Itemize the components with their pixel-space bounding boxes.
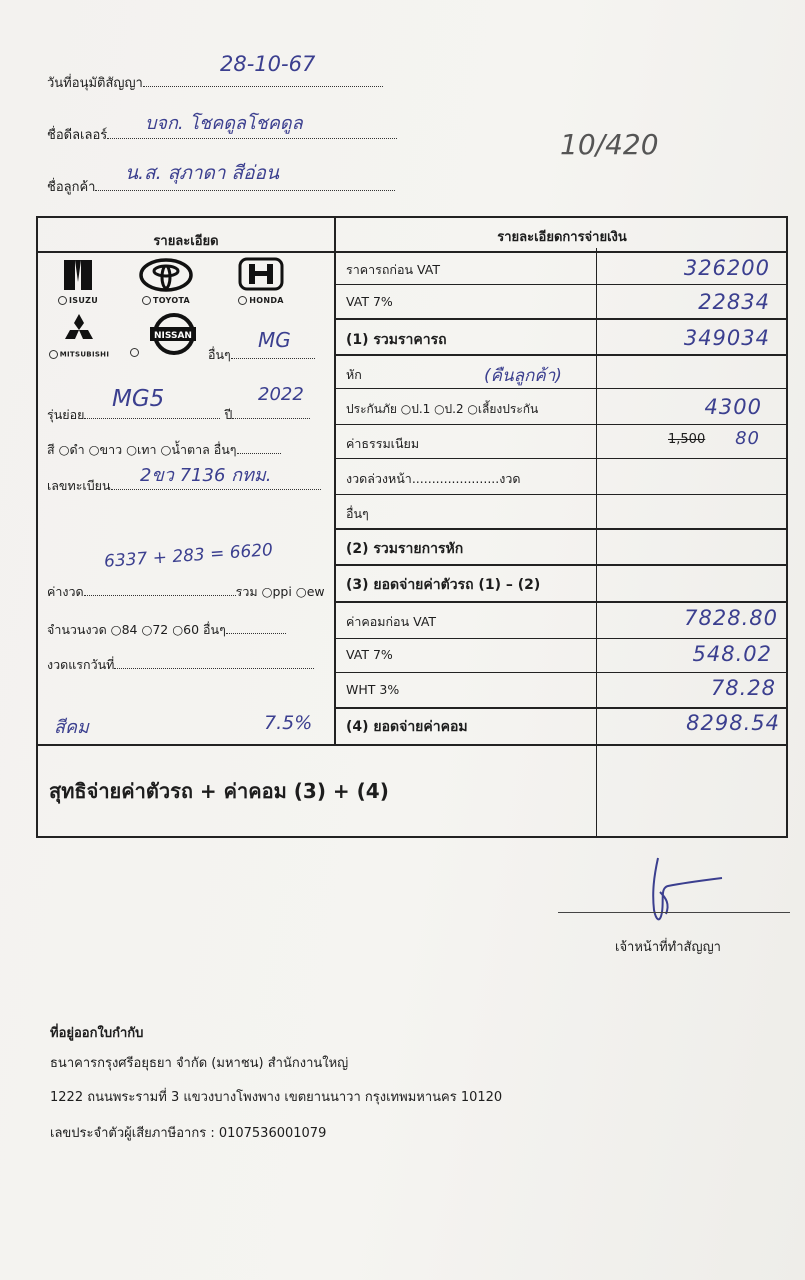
total-price-value: 349034	[683, 326, 770, 350]
other-deduct-label: อื่นๆ	[346, 506, 369, 521]
radio-icon	[58, 296, 67, 305]
customer-label: ชื่อลูกค้า	[47, 180, 96, 195]
commission-before-vat-label: ค่าคอมก่อน VAT	[346, 614, 437, 629]
terms-field	[47, 620, 286, 640]
insurance-value: 4300	[704, 395, 762, 419]
plate-label: เลขทะเบียน	[47, 478, 111, 493]
deduct-label: หัก	[346, 367, 362, 382]
year-label: ปี	[224, 407, 233, 422]
row-rule	[336, 424, 788, 425]
honda-logo-icon	[237, 256, 285, 292]
row-rule	[336, 354, 788, 356]
row-rule	[336, 494, 788, 495]
signature-label: เจ้าหน้าที่ทำสัญญา	[615, 940, 721, 955]
advance-installment-label: งวดล่วงหน้า......................งวด	[346, 471, 521, 486]
row-rule	[336, 707, 788, 709]
fee-value: 80	[735, 428, 760, 449]
commission-payment-label: (4) ยอดจ่ายค่าคอม	[346, 719, 468, 735]
footer-line-2: 1222 ถนนพระรามที่ 3 แขวงบางโพงพาง เขตยานนาวา กรุงเทพมหานคร 10120	[50, 1090, 503, 1105]
heading-rule	[36, 251, 788, 253]
mitsubishi-logo-icon	[61, 312, 97, 346]
fee-struck-value: 1,500	[668, 432, 706, 447]
toyota-label: TOYOTA	[152, 296, 191, 305]
color-options: สี ○ดำ ○ขาว ○เทา ○น้ำตาล อื่นๆ	[47, 442, 237, 457]
row-rule	[336, 388, 788, 389]
nissan-logo-icon	[136, 312, 196, 356]
row-rule	[336, 528, 788, 530]
first-due-field	[47, 655, 314, 675]
radio-icon	[142, 296, 151, 305]
fee-label: ค่าธรรมเนียม	[346, 436, 420, 451]
mitsubishi-option[interactable]	[44, 312, 114, 359]
toyota-option[interactable]	[126, 258, 206, 305]
toyota-logo-icon	[138, 258, 194, 292]
radio-icon	[238, 296, 247, 305]
commission-vat-value: 548.02	[692, 642, 772, 666]
right-heading: รายละเอียดการจ่ายเงิน	[497, 230, 627, 245]
honda-option[interactable]	[224, 256, 298, 305]
isuzu-label: ISUZU	[68, 296, 99, 305]
wht-label: WHT 3%	[346, 682, 400, 697]
installment-value: 6337 + 283 = 6620	[103, 540, 274, 572]
first-due-label: งวดแรกวันที่	[47, 657, 115, 672]
model-field	[47, 405, 310, 425]
vat-value: 22834	[698, 290, 770, 314]
vat-label: VAT 7%	[346, 294, 393, 309]
model-value: MG5	[112, 386, 165, 412]
commission-note: สีคม	[54, 717, 89, 738]
mitsubishi-label: MITSUBISHI	[59, 350, 110, 359]
car-payment-label: (3) ยอดจ่ายค่าตัวรถ (1) – (2)	[346, 577, 541, 593]
installment-label: ค่างวด	[47, 584, 84, 599]
isuzu-logo-icon	[61, 258, 95, 292]
row-rule	[336, 564, 788, 566]
installment-suffix: รวม ○ppi ○ew	[235, 584, 325, 599]
commission-vat-label: VAT 7%	[346, 647, 393, 662]
isuzu-option[interactable]	[50, 258, 106, 305]
installment-field	[47, 582, 325, 602]
wht-value: 78.28	[710, 676, 776, 700]
contract-date-field	[47, 72, 383, 93]
signature-mark-icon	[630, 852, 730, 932]
row-rule	[36, 744, 788, 746]
year-value: 2022	[258, 384, 304, 405]
dealer-label: ชื่อดีลเลอร์	[47, 128, 108, 143]
footer-line-3: เลขประจำตัวผู้เสียภาษีอากร : 0107536001079	[50, 1126, 327, 1141]
nissan-option[interactable]	[128, 312, 204, 360]
net-payment-label: สุทธิจ่ายค่าตัวรถ + ค่าคอม (3) + (4)	[49, 779, 389, 803]
other-brand-label: อื่นๆ	[208, 347, 231, 362]
row-rule	[336, 601, 788, 603]
terms-options: จำนวนงวด ○84 ○72 ○60 อื่นๆ	[47, 622, 226, 637]
signature-line	[558, 912, 790, 913]
value-divider	[596, 248, 597, 838]
row-rule	[336, 318, 788, 320]
other-brand-value: MG	[258, 328, 291, 352]
row-rule	[336, 638, 788, 639]
footer-line-1: ธนาคารกรุงศรีอยุธยา จำกัด (มหาชน) สำนักงานใหญ่	[50, 1056, 349, 1071]
price-before-vat-value: 326200	[683, 256, 770, 280]
insurance-label: ประกันภัย ○ป.1 ○ป.2 ○เลี้ยงประกัน	[346, 402, 539, 416]
dealer-value: บจก. โชคดูลโชคดูล	[145, 113, 303, 134]
left-heading: รายละเอียด	[153, 234, 219, 249]
radio-icon	[49, 350, 58, 359]
honda-label: HONDA	[249, 296, 284, 305]
deduct-note: (คืนลูกค้า)	[484, 366, 562, 386]
model-label: รุ่นย่อย	[47, 407, 85, 422]
total-price-label: (1) รวมราคารถ	[346, 332, 447, 348]
row-rule	[336, 284, 788, 285]
reference-note: 10/420	[560, 128, 659, 161]
row-rule	[336, 672, 788, 673]
column-divider	[334, 216, 336, 746]
total-deduct-label: (2) รวมรายการหัก	[346, 541, 464, 557]
radio-icon	[130, 348, 139, 357]
contract-date-label: วันที่อนุมัติสัญญา	[47, 76, 143, 91]
commission-payment-value: 8298.54	[686, 711, 780, 735]
plate-value: 2ขว 7136 กทม.	[140, 465, 272, 486]
commission-before-vat-value: 7828.80	[684, 606, 778, 630]
row-rule	[336, 458, 788, 459]
commission-rate: 7.5%	[264, 712, 313, 734]
customer-value: น.ส. สุภาดา สีอ่อน	[125, 162, 279, 184]
price-before-vat-label: ราคารถก่อน VAT	[346, 262, 440, 277]
contract-date-value: 28-10-67	[220, 52, 316, 76]
color-field	[47, 440, 281, 460]
svg-text:NISSAN: NISSAN	[154, 331, 192, 341]
footer-title: ที่อยู่ออกใบกำกับ	[50, 1026, 144, 1041]
